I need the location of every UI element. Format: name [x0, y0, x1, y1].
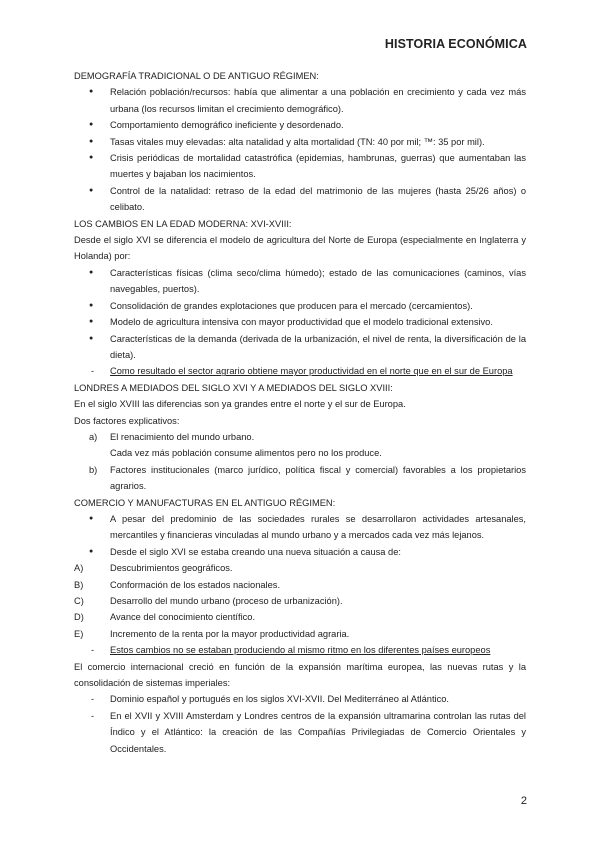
bullet-item: ● Relación población/recursos: había que alimentar a una población en crecimiento y cada vez más urbana (los recursos limitan el crecimiento demográfico). [74, 84, 526, 117]
underlined-conclusion: Como resultado el sector agrario obtiene mayor productividad en el norte que en el sur de Europa [110, 366, 513, 377]
bullet-item: ● Desde el siglo XVI se estaba creando una nueva situación a causa de: [74, 544, 526, 560]
dash-item [74, 642, 526, 658]
list-item-text: Factores institucionales (marco jurídico, política fiscal y comercial) favorables a los propietarios agrarios. [110, 464, 526, 492]
list-item-text: Avance del conocimiento científico. [110, 612, 256, 623]
dash-item-text: En el XVII y XVIII Amsterdam y Londres centros de la expansión ultramarina controlan las rutas del Índico y el Atlántico: la creación de las Compañías Privilegiadas de Comercio Orientales y Occidentales. [110, 710, 526, 754]
list-item-text: Conformación de los estados nacionales. [110, 579, 281, 590]
dash-marker: - [91, 645, 95, 656]
bullet-item: ● Modelo de agricultura intensiva con mayor productividad que el modelo tradicional extensivo. [74, 314, 526, 330]
bullet-item: ● Comportamiento demográfico ineficiente y desordenado. [74, 117, 526, 133]
list-item [74, 462, 526, 495]
list-marker: B) [74, 579, 84, 590]
bullet-list-comercio [74, 511, 526, 560]
list-item [74, 626, 526, 642]
document-body [74, 68, 526, 757]
list-item [74, 429, 526, 462]
section-heading-londres: LONDRES A MEDIADOS DEL SIGLO XVI Y A MEDIADOS DEL SIGLO XVIII: [74, 382, 393, 393]
list-item-text: Descubrimientos geográficos. [110, 563, 233, 574]
bullet-item: ● A pesar del predominio de las sociedades rurales se desarrollaron actividades artesanales, mercantiles y financieras vinculadas al mundo urbano y a mercados cada vez más lejanos. [74, 511, 526, 544]
list-marker: a) [89, 431, 98, 442]
bullet-list-demografia [74, 84, 526, 215]
list-item-text: Desarrollo del mundo urbano (proceso de urbanización). [110, 596, 343, 606]
capital-lettered-list [74, 560, 526, 642]
bullet-item: ● Consolidación de grandes explotaciones que producen para el mercado (cercamientos). [74, 298, 526, 314]
list-item-text: El renacimiento del mundo urbano. [110, 431, 255, 442]
dash-marker: - [91, 694, 95, 705]
dash-item [74, 708, 526, 757]
page-header-title: HISTORIA ECONÓMICA [384, 37, 527, 51]
bullet-item: ● Características físicas (clima seco/clima húmedo); estado de las comunicaciones (caminos, vías navegables, puertos). [74, 265, 526, 298]
list-marker: C) [74, 596, 84, 606]
list-item-text: Incremento de la renta por la mayor productividad agraria. [110, 628, 350, 639]
dash-item [74, 691, 526, 707]
dash-list-ritmo [74, 642, 526, 658]
list-marker: A) [74, 563, 84, 574]
paragraph-line: En el siglo XVIII las diferencias son ya grandes entre el norte y el sur de Europa. [74, 399, 406, 410]
list-item [74, 609, 526, 625]
bullet-item: ● Crisis periódicas de mortalidad catastrófica (epidemias, hambrunas, guerras) que aumentaban las muertes y bajaban los nacimientos. [74, 150, 526, 183]
list-marker: D) [74, 612, 84, 623]
lettered-list [74, 429, 526, 495]
underlined-statement: Estos cambios no se estaban produciendo al mismo ritmo en los diferentes países europeos [110, 645, 491, 656]
dash-list-conclusion [74, 363, 526, 379]
list-item [74, 577, 526, 593]
section-heading-edad-moderna: LOS CAMBIOS EN LA EDAD MODERNA: XVI-XVIII: [74, 218, 292, 229]
list-marker: E) [74, 628, 84, 639]
bullet-item: ● Características de la demanda (derivada de la urbanización, el nivel de renta, la diversificación de la dieta). [74, 331, 526, 364]
dash-item-text: Dominio español y portugués en los siglos XVI-XVII. Del Mediterráneo al Atlántico. [110, 694, 449, 705]
paragraph-line: Dos factores explicativos: [74, 415, 180, 426]
bullet-list-edad-moderna [74, 265, 526, 363]
dash-marker: - [91, 366, 95, 377]
bullet-item: ● Control de la natalidad: retraso de la edad del matrimonio de las mujeres (hasta 25/26 años) o celibato. [74, 183, 526, 216]
list-marker: b) [89, 464, 98, 475]
paragraph-intro: Desde el siglo XVI se diferencia el modelo de agricultura del Norte de Europa (especialmente en Inglaterra y Holanda) por: [74, 235, 526, 262]
bullet-item: ● Tasas vitales muy elevadas: alta natalidad y alta mortalidad (TN: 40 por mil; ™: 35 por mil). [74, 134, 526, 150]
dash-item [74, 363, 526, 379]
page-number: 2 [520, 795, 527, 807]
dash-marker: - [91, 710, 95, 721]
list-item [74, 560, 526, 576]
list-item [74, 593, 526, 609]
section-heading-demografia: DEMOGRAFÍA TRADICIONAL O DE ANTIGUO RÉGIMEN: [74, 71, 319, 81]
section-heading-comercio: COMERCIO Y MANUFACTURAS EN EL ANTIGUO RÉGIMEN: [74, 497, 336, 508]
paragraph-comercio: El comercio internacional creció en función de la expansión marítima europea, las nuevas rutas y la consolidación de sistemas imperiales: [74, 661, 526, 689]
dash-list-comercio [74, 691, 526, 757]
list-item-subtext: Cada vez más población consume alimentos pero no los produce. [110, 448, 382, 459]
